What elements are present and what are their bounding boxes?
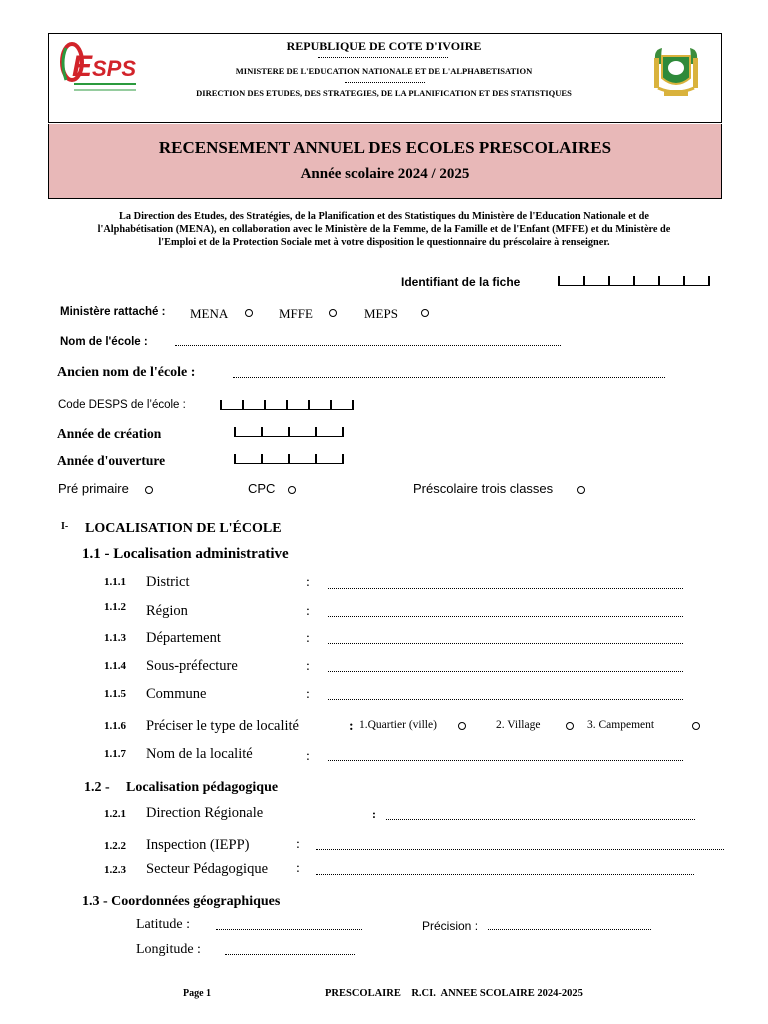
mena-label: MENA	[190, 306, 229, 321]
item-label: Département	[146, 630, 221, 646]
item-label: Nom de la localité	[146, 746, 253, 762]
code-desps-field[interactable]	[220, 400, 354, 410]
subsection-1-1-title: 1.1 - Localisation administrative	[82, 546, 289, 562]
prescolaire-trois-radio[interactable]	[577, 486, 585, 494]
item-number: 1.1.3	[104, 632, 126, 644]
ministry-name: MINISTERE DE L'EDUCATION NATIONALE ET DE L'ALPHABETISATION	[235, 66, 533, 76]
item-number: 1.2.2	[104, 840, 126, 852]
latitude-input[interactable]	[216, 929, 362, 930]
separator-dots	[318, 57, 448, 58]
ancien-nom-label: Ancien nom de l'école :	[57, 365, 196, 380]
title-box	[48, 124, 722, 199]
intro-line-1: La Direction des Etudes, des Stratégies, de la Planification et des Statistiques du Ministère de l'Education Nationale et de	[119, 211, 649, 222]
item-colon: :	[306, 575, 310, 590]
item-number: 1.1.4	[104, 660, 126, 672]
item-label: Direction Régionale	[146, 805, 264, 821]
intro-line-3: l'Emploi et de la Protection Sociale met à votre disposition le questionnaire du préscolaire à renseigner.	[158, 237, 610, 248]
svg-text:SPS: SPS	[92, 56, 137, 81]
direction-regionale-input[interactable]	[386, 819, 695, 820]
section-number: I-	[61, 521, 69, 532]
item-colon: :	[306, 604, 310, 619]
item-number: 1.1.2	[104, 601, 126, 613]
annee-ouverture-label: Année d'ouverture	[57, 453, 166, 468]
item-label: Inspection (IEPP)	[146, 837, 250, 853]
precision-label: Précision :	[422, 919, 479, 933]
prescolaire-trois-label: Préscolaire trois classes	[413, 481, 554, 496]
sous-prefecture-input[interactable]	[328, 671, 683, 672]
mffe-label: MFFE	[279, 306, 313, 321]
item-label: Préciser le type de localité	[146, 718, 299, 734]
cpc-radio[interactable]	[288, 486, 296, 494]
commune-input[interactable]	[328, 699, 683, 700]
separator-dots-2	[345, 82, 425, 83]
svg-text:E: E	[72, 50, 93, 83]
item-number: 1.1.7	[104, 748, 126, 760]
school-year: Année scolaire 2024 / 2025	[300, 166, 470, 182]
item-number: 1.2.3	[104, 864, 126, 876]
inspection-input[interactable]	[316, 849, 724, 850]
section-title: LOCALISATION DE L'ÉCOLE	[85, 521, 282, 536]
annee-ouverture-field[interactable]	[234, 454, 344, 464]
departement-input[interactable]	[328, 643, 683, 644]
identifiant-field[interactable]	[558, 276, 710, 286]
item-number: 1.1.6	[104, 720, 126, 732]
form-title: RECENSEMENT ANNUEL DES ECOLES PRESCOLAIRES	[158, 138, 612, 157]
latitude-label: Latitude :	[136, 917, 191, 932]
footer-text: PRESCOLAIRE R.CI. ANNEE SCOLAIRE 2024-2025	[325, 988, 583, 999]
localite-quartier-radio[interactable]	[458, 722, 466, 730]
annee-creation-field[interactable]	[234, 427, 344, 437]
ancien-nom-input[interactable]	[233, 377, 665, 378]
item-colon: :	[372, 807, 376, 821]
longitude-label: Longitude :	[136, 942, 201, 957]
localite-village-label: 2. Village	[496, 719, 541, 731]
region-input[interactable]	[328, 616, 683, 617]
item-colon: :	[306, 631, 310, 646]
district-input[interactable]	[328, 588, 683, 589]
item-colon: :	[296, 837, 300, 852]
annee-creation-label: Année de création	[57, 426, 162, 441]
ministere-label: Ministère rattaché :	[60, 306, 166, 318]
item-label: Secteur Pédagogique	[146, 861, 269, 877]
item-colon: :	[306, 687, 310, 702]
item-colon: :	[349, 719, 354, 734]
meps-label: MEPS	[364, 306, 398, 321]
item-label: Commune	[146, 686, 207, 702]
republic-title: REPUBLIQUE DE COTE D'IVOIRE	[286, 39, 482, 53]
subsection-1-3-title: 1.3 - Coordonnées géographiques	[82, 894, 281, 909]
secteur-pedagogique-input[interactable]	[316, 874, 694, 875]
item-number: 1.2.1	[104, 808, 126, 820]
nom-localite-input[interactable]	[328, 760, 683, 761]
longitude-input[interactable]	[225, 954, 355, 955]
item-number: 1.1.1	[104, 576, 126, 588]
nom-ecole-input[interactable]	[175, 345, 561, 346]
localite-campement-radio[interactable]	[692, 722, 700, 730]
direction-name: DIRECTION DES ETUDES, DES STRATEGIES, DE LA PLANIFICATION ET DES STATISTIQUES	[196, 88, 572, 98]
nom-ecole-label: Nom de l'école :	[60, 336, 148, 348]
intro-line-2: l'Alphabétisation (MENA), en collaboration avec le Ministère de la Femme, de la Famille et de l'Enfant (MFFE) et du Ministère de	[97, 224, 671, 235]
pre-primaire-radio[interactable]	[145, 486, 153, 494]
localite-quartier-label: 1.Quartier (ville)	[359, 719, 437, 731]
item-label: Région	[146, 603, 188, 619]
precision-input[interactable]	[488, 929, 651, 930]
meps-radio[interactable]	[421, 309, 429, 317]
localite-campement-label: 3. Campement	[587, 719, 655, 731]
cpc-label: CPC	[248, 481, 276, 496]
item-colon: :	[306, 659, 310, 674]
localite-village-radio[interactable]	[566, 722, 574, 730]
item-label: District	[146, 574, 190, 590]
item-number: 1.1.5	[104, 688, 126, 700]
item-colon: :	[296, 861, 300, 876]
code-desps-label: Code DESPS de l’école :	[58, 399, 186, 411]
identifiant-label: Identifiant de la fiche	[401, 275, 521, 289]
subsection-1-2-number: 1.2 -	[84, 780, 110, 795]
mffe-radio[interactable]	[329, 309, 337, 317]
mena-radio[interactable]	[245, 309, 253, 317]
item-label: Sous-préfecture	[146, 658, 238, 674]
subsection-1-2-title: Localisation pédagogique	[126, 780, 279, 795]
footer-page: Page 1	[183, 988, 212, 999]
item-colon: :	[306, 749, 310, 764]
pre-primaire-label: Pré primaire	[58, 481, 129, 496]
